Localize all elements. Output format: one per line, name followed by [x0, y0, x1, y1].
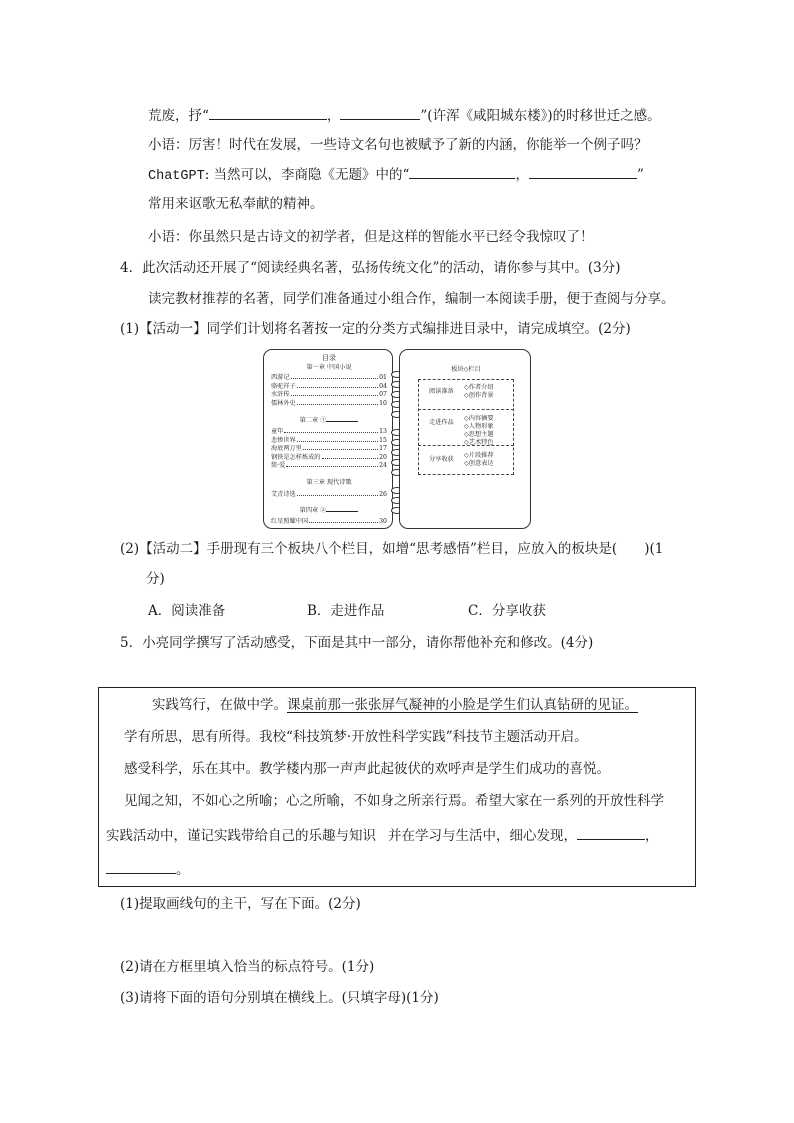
question-4-2: (2)【活动二】手册现有三个板块八个栏目，如增“思考感悟”栏目，应放入的板块是( )(1 — [120, 541, 664, 557]
line3-comma: ， — [515, 167, 529, 183]
block-3-item-1: ◇片段推荐 — [464, 452, 494, 459]
line3-quote-end: ” — [636, 167, 644, 183]
chatgpt-answer-cont: 常用来讴歌无私奉献的精神。 — [148, 196, 324, 212]
toc-title: 目录 — [322, 354, 336, 362]
essay-p1-text: 实践笃行，在做中学。 — [152, 697, 287, 713]
sections-page — [399, 349, 531, 529]
block-1-item-1: ◇作者介绍 — [464, 384, 494, 391]
toc-entry — [271, 383, 387, 390]
answer-blank-4[interactable] — [529, 165, 637, 179]
block-1-item-2: ◇创作背景 — [464, 392, 494, 399]
toc-entry-page: 15 — [379, 436, 387, 444]
toc-entry-title: 红星照耀中国 — [271, 518, 309, 525]
essay-para-5 — [106, 826, 659, 845]
essay-blank-1[interactable] — [577, 826, 645, 840]
toc-entry-page: 07 — [379, 391, 387, 398]
toc-entry-page: 20 — [379, 453, 387, 461]
toc-entry-title: 儒林外史 — [271, 399, 296, 407]
block-2-item-4: ◇艺术特色 — [464, 439, 494, 446]
toc-chapter-1: 第一章 中国小说 — [306, 364, 352, 371]
option-b[interactable]: B．走进作品 — [307, 603, 385, 619]
sub-question-2: (2)请在方框里填入恰当的标点符号。(1分) — [120, 959, 375, 975]
block-1-name: 阅读准备 — [429, 388, 454, 395]
chatgpt-text: : 当然可以，李商隐《无题》中的“ — [204, 167, 410, 183]
essay-period: 。 — [176, 862, 190, 878]
toc-entry — [271, 462, 387, 469]
question-4-1: (1)【活动一】同学们计划将名著按一定的分类方式编排进目录中，请完成填空。(2分) — [120, 321, 631, 337]
essay-para-3: 感受科学，乐在其中。教学楼内那一声声此起彼伏的欢呼声是学生们成功的喜悦。 — [124, 761, 610, 777]
toc-entry-title: 海底两万里 — [271, 445, 302, 452]
answer-blank-3[interactable] — [409, 165, 515, 179]
toc-entry-title: 水浒传 — [271, 391, 290, 398]
chatgpt-label: ChatGPT — [148, 169, 205, 184]
toc-entry — [271, 491, 387, 498]
toc-chapter-2 — [264, 415, 394, 424]
toc-chapter-4 — [264, 505, 394, 514]
essay-para-1 — [152, 696, 638, 714]
sub-question-1: (1)提取画线句的主干，写在下面。(2分) — [120, 896, 361, 912]
chatgpt-answer-line — [148, 165, 644, 186]
toc-entry-title: 西游记 — [271, 374, 290, 381]
toc-chapter-2-label: 第二章 ① — [299, 417, 327, 424]
toc-entry — [271, 428, 387, 435]
essay-para-2: 学有所思，思有所得。我校“科技筑梦·开放性科学实践”科技节主题活动开启。 — [124, 729, 588, 745]
answer-blank-1[interactable] — [209, 106, 327, 120]
toc-blank-1[interactable] — [326, 415, 358, 422]
block-2-item-1: ◇内容摘要 — [464, 415, 494, 422]
toc-blank-2[interactable] — [326, 505, 358, 512]
toc-page — [263, 349, 393, 529]
block-2-item-3: ◇思想主题 — [464, 431, 494, 438]
toc-entry-page: 10 — [379, 399, 387, 407]
poem-fill-line — [148, 106, 661, 125]
toc-entry — [271, 391, 387, 398]
question-4-2-cont: 分) — [146, 571, 165, 587]
toc-entry — [271, 437, 387, 444]
question-4-intro: 读完教材推荐的名著，同学们准备通过小组合作，编制一本阅读手册，便于查阅与分享。 — [148, 291, 675, 307]
question-5: 5．小亮同学撰写了活动感受，下面是其中一部分，请你帮他补充和修改。(4分) — [120, 635, 594, 651]
essay-para-6 — [106, 860, 190, 879]
essay-p5-text: 实践活动中，谨记实践带给自己的乐趣与知识 — [106, 828, 376, 844]
toc-entry-page: 04 — [379, 382, 387, 390]
essay-p5-comma: ， — [645, 828, 659, 844]
block-2-item-2: ◇人物形象 — [464, 423, 494, 430]
line1-comma: ， — [326, 108, 341, 124]
toc-entry-title: 骆驼祥子 — [271, 382, 296, 390]
toc-entry — [271, 400, 387, 407]
toc-entry-page: 30 — [379, 518, 387, 525]
toc-chapter-3: 第三章 现代诗歌 — [306, 479, 352, 486]
essay-box — [98, 687, 696, 887]
line1-prefix: 荒废，抒“ — [148, 108, 209, 124]
toc-entry-title: 童年 — [271, 428, 284, 435]
toc-entry-title: 钢铁是怎样炼成的 — [271, 453, 321, 461]
reading-handbook-figure — [263, 349, 531, 529]
toc-chapter-4-label: 第四章 ② — [299, 507, 327, 514]
toc-entry-page: 13 — [379, 428, 387, 435]
toc-entry-title: 艾青诗选 — [271, 491, 296, 498]
toc-entry-page: 26 — [379, 491, 387, 498]
toc-entry-title: 简·爱 — [271, 462, 286, 469]
option-c[interactable]: C．分享收获 — [468, 603, 546, 619]
toc-entry-page: 17 — [379, 445, 387, 452]
toc-entry-title: 悲惨世界 — [271, 436, 296, 444]
sections-title: 板块◇栏目 — [451, 366, 481, 373]
xiaoyu-remark: 小语：你虽然只是古诗文的初学者，但是这样的智能水平已经令我惊叹了！ — [148, 229, 594, 245]
xiaoyu-question: 小语：厉害！时代在发展，一些诗文名句也被赋予了新的内涵，你能举一个例子吗？ — [148, 137, 648, 153]
essay-para-4: 见闻之知，不如心之所喻；心之所喻，不如身之所亲行焉。希望大家在一系列的开放性科学 — [124, 793, 664, 809]
toc-entry — [271, 445, 387, 452]
answer-blank-2[interactable] — [340, 106, 420, 120]
essay-underlined-sentence: 课桌前那一张张屏气凝神的小脸是学生们认真钻研的见证。 — [287, 697, 638, 713]
block-2-name: 走进作品 — [429, 419, 454, 426]
toc-entry — [271, 454, 387, 461]
sub-question-3: (3)请将下面的语句分别填在横线上。(只填字母)(1分) — [120, 990, 439, 1006]
line1-suffix: ”(许浑《咸阳城东楼》)的时移世迁之感。 — [420, 108, 661, 124]
toc-entry-page: 01 — [379, 374, 387, 381]
question-4: 4．此次活动还开展了“阅读经典名著，弘扬传统文化”的活动，请你参与其中。(3分) — [120, 260, 621, 276]
block-3-name: 分享收获 — [429, 456, 454, 463]
option-a[interactable]: A．阅读准备 — [148, 603, 226, 619]
essay-p5-post: 并在学习与生活中，细心发现， — [388, 828, 577, 844]
toc-entry — [271, 518, 387, 525]
toc-entry — [271, 374, 387, 381]
block-3-item-2: ◇创意表达 — [464, 460, 494, 467]
toc-entry-page: 24 — [379, 462, 387, 469]
essay-blank-2[interactable] — [106, 860, 176, 874]
